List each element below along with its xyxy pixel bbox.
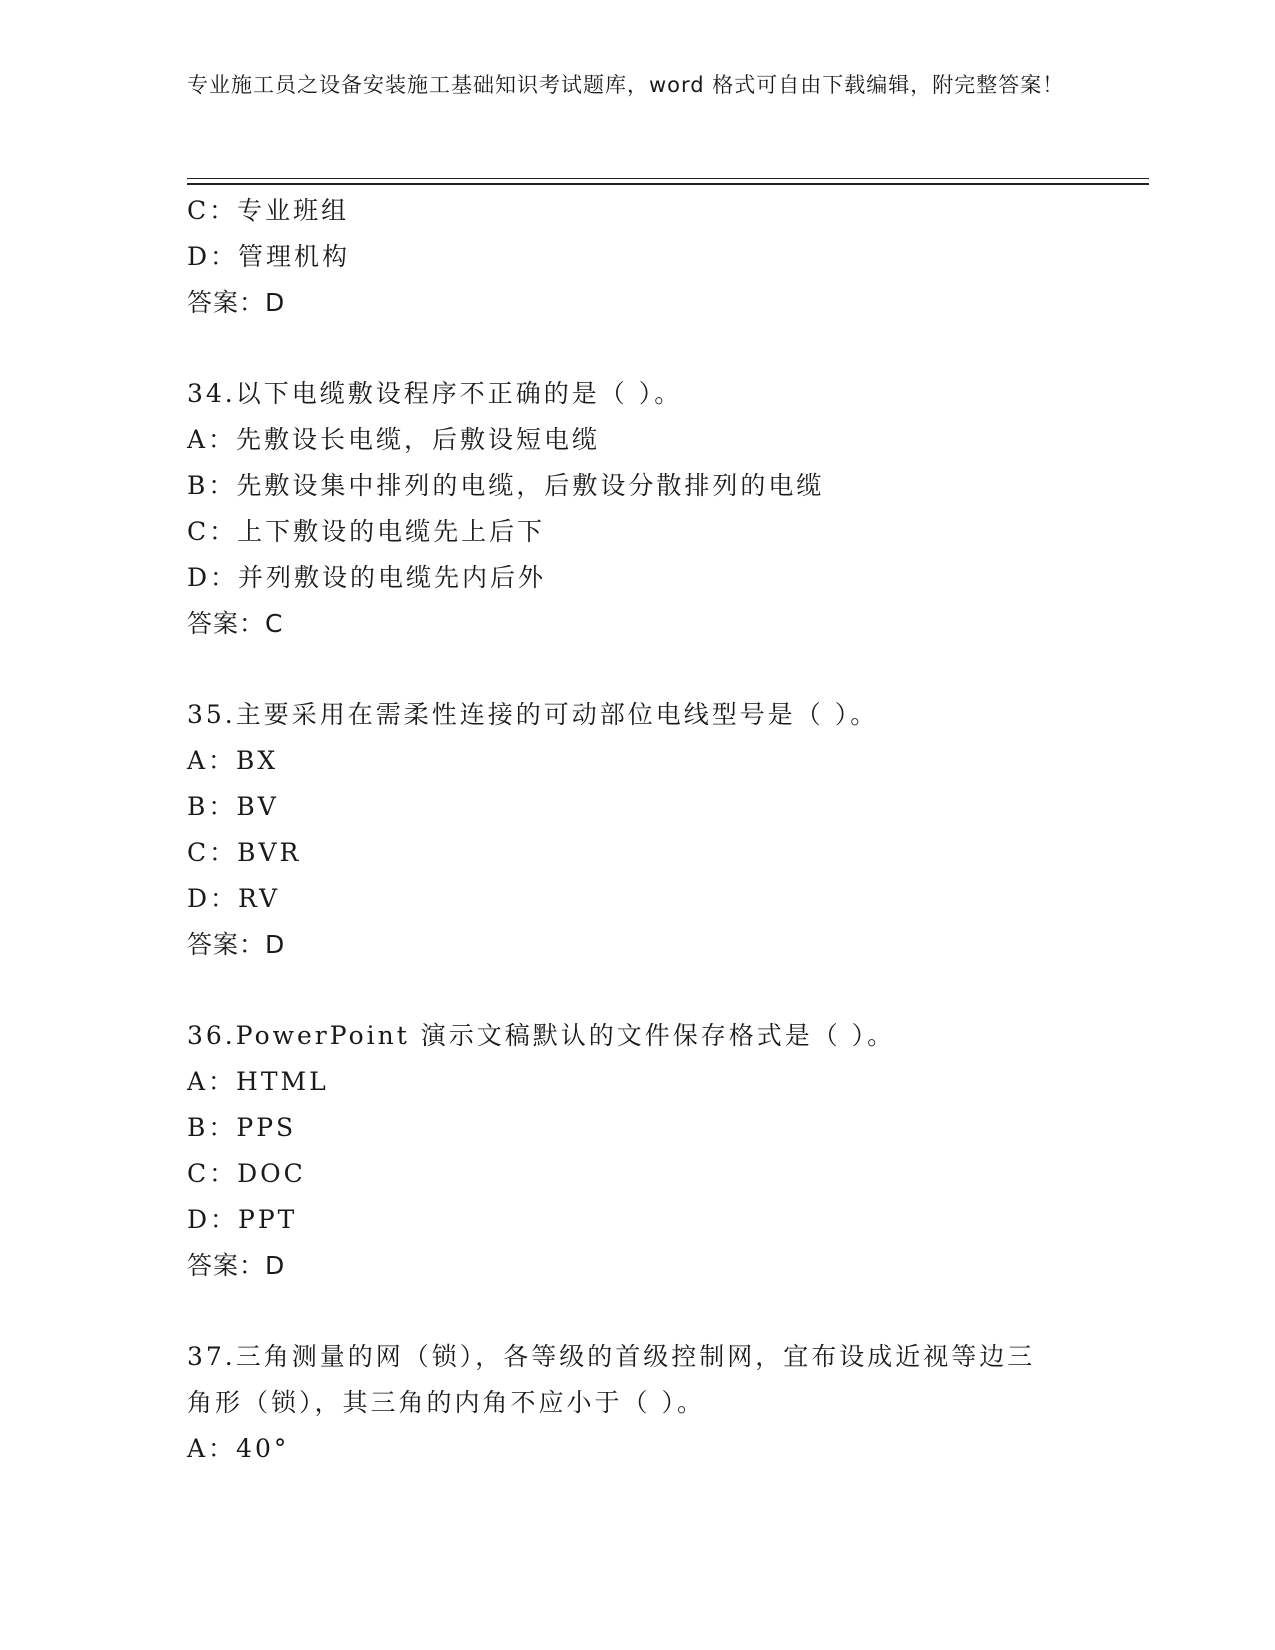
question-stem: 35.主要采用在需柔性连接的可动部位电线型号是（ ）。	[187, 700, 879, 729]
question-stem-line-2: 角形（锁），其三角的内角不应小于（ ）。	[187, 1388, 705, 1417]
header-divider-bottom	[187, 183, 1149, 185]
option-d: D：PPT	[187, 1205, 298, 1234]
document-body	[187, 188, 1087, 1472]
option-d: D：管理机构	[187, 242, 351, 271]
option-a: A：HTML	[187, 1067, 329, 1096]
question-33-tail	[187, 188, 1087, 326]
question-36	[187, 1013, 1087, 1289]
option-c: C：DOC	[187, 1159, 306, 1188]
option-c: C：上下敷设的电缆先上后下	[187, 517, 546, 546]
answer-line: 答案：D	[187, 288, 286, 317]
spacer	[187, 1289, 1087, 1334]
question-stem: 36.PowerPoint 演示文稿默认的文件保存格式是（ ）。	[187, 1021, 896, 1050]
option-a: A：先敷设长电缆，后敷设短电缆	[187, 425, 601, 454]
option-a: A：40°	[187, 1434, 290, 1463]
option-b: B：先敷设集中排列的电缆，后敷设分散排列的电缆	[187, 471, 825, 500]
option-d: D：RV	[187, 884, 281, 913]
header-divider-top	[187, 178, 1149, 179]
question-35	[187, 692, 1087, 968]
spacer	[187, 647, 1087, 692]
option-b: B：BV	[187, 792, 279, 821]
answer-line: 答案：D	[187, 1251, 286, 1280]
question-stem: 34.以下电缆敷设程序不正确的是（ ）。	[187, 379, 683, 408]
answer-line: 答案：C	[187, 609, 284, 638]
answer-line: 答案：D	[187, 930, 286, 959]
option-a: A：BX	[187, 746, 279, 775]
option-c: C：专业班组	[187, 196, 350, 225]
question-stem-line-1: 37.三角测量的网（锁），各等级的首级控制网，宜布设成近视等边三	[187, 1342, 1036, 1371]
option-b: B：PPS	[187, 1113, 297, 1142]
option-d: D：并列敷设的电缆先内后外	[187, 563, 547, 592]
spacer	[187, 968, 1087, 1013]
question-37	[187, 1334, 1087, 1472]
spacer	[187, 326, 1087, 371]
document-header: 专业施工员之设备安装施工基础知识考试题库，word 格式可自由下载编辑，附完整答案！	[187, 73, 1065, 97]
question-34	[187, 371, 1087, 647]
option-c: C：BVR	[187, 838, 302, 867]
